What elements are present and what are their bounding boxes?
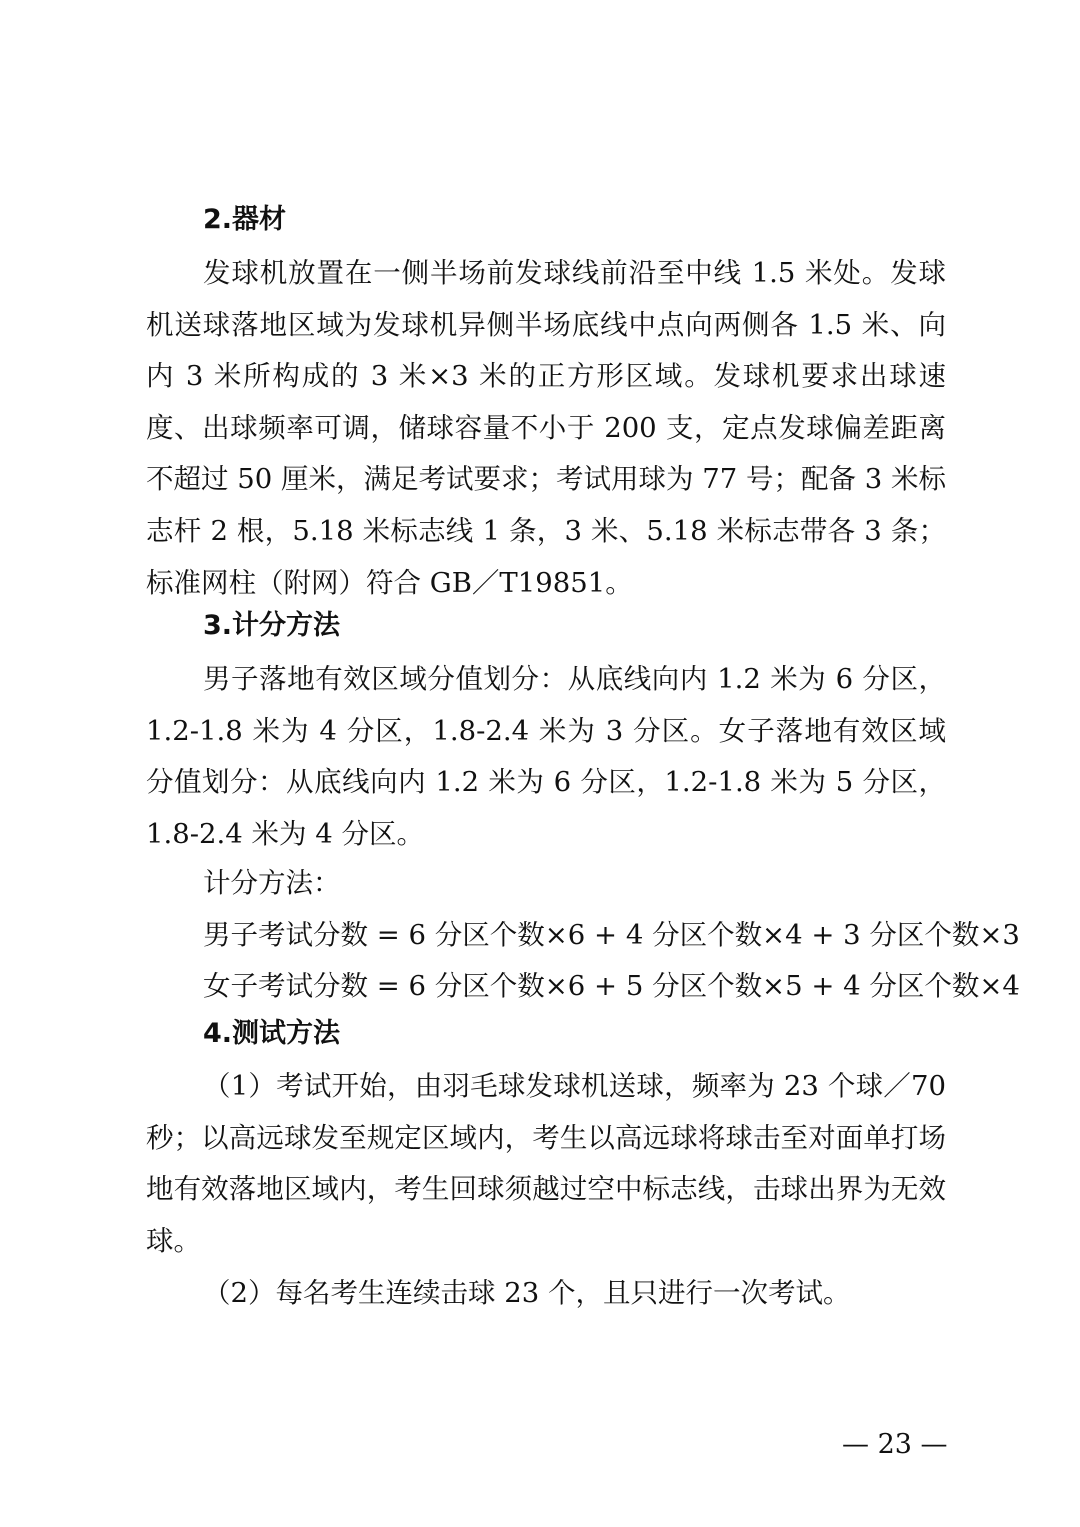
female-score-formula: 女子考试分数 = 6 分区个数×6 + 5 分区个数×5 + 4 分区个数×4 [203,970,1020,1002]
test-method-heading: 4.测试方法 [203,1018,341,1049]
male-score-formula: 男子考试分数 = 6 分区个数×6 + 4 分区个数×4 + 3 分区个数×3 [203,919,1020,951]
page-number: — 23 — [842,1429,948,1460]
scoring-heading: 3.计分方法 [203,610,341,641]
test-method-item-1: （1）考试开始，由羽毛球发球机送球，频率为 23 个球／70 秒；以高远球发至规定区域内，考生以高远球将球击至对面单打场地有效落地区域内，考生回球须越过空中标志线，击球出界为无效球。 [146,1070,946,1257]
scoring-paragraph: 男子落地有效区域分值划分：从底线向内 1.2 米为 6 分区，1.2-1.8 米为 4 分区，1.8-2.4 米为 3 分区。女子落地有效区域分值划分：从底线向内 1.2 米为 6 分区，1.2-1.8 米为 5 分区，1.8-2.4 米为 4 分区。 [146,663,946,850]
equipment-heading: 2.器材 [203,204,287,235]
equipment-paragraph: 发球机放置在一侧半场前发球线前沿至中线 1.5 米处。发球机送球落地区域为发球机异侧半场底线中点向两侧各 1.5 米、向内 3 米所构成的 3 米×3 米的正方形区域。发球机要求出球速度、出球频率可调，储球容量不小于 200 支，定点发球偏差距离不超过 50 厘米，满足考试要求；考试用球为 77 号；配备 3 米标志杆 2 根，5.18 米标志线 1 条，3 米、5.18 米标志带各 3 条；标准网柱（附网）符合 GB／T19851。 [146,257,946,599]
test-method-item-2: （2）每名考生连续击球 23 个，且只进行一次考试。 [203,1277,851,1309]
scoring-method-label: 计分方法： [203,867,341,899]
